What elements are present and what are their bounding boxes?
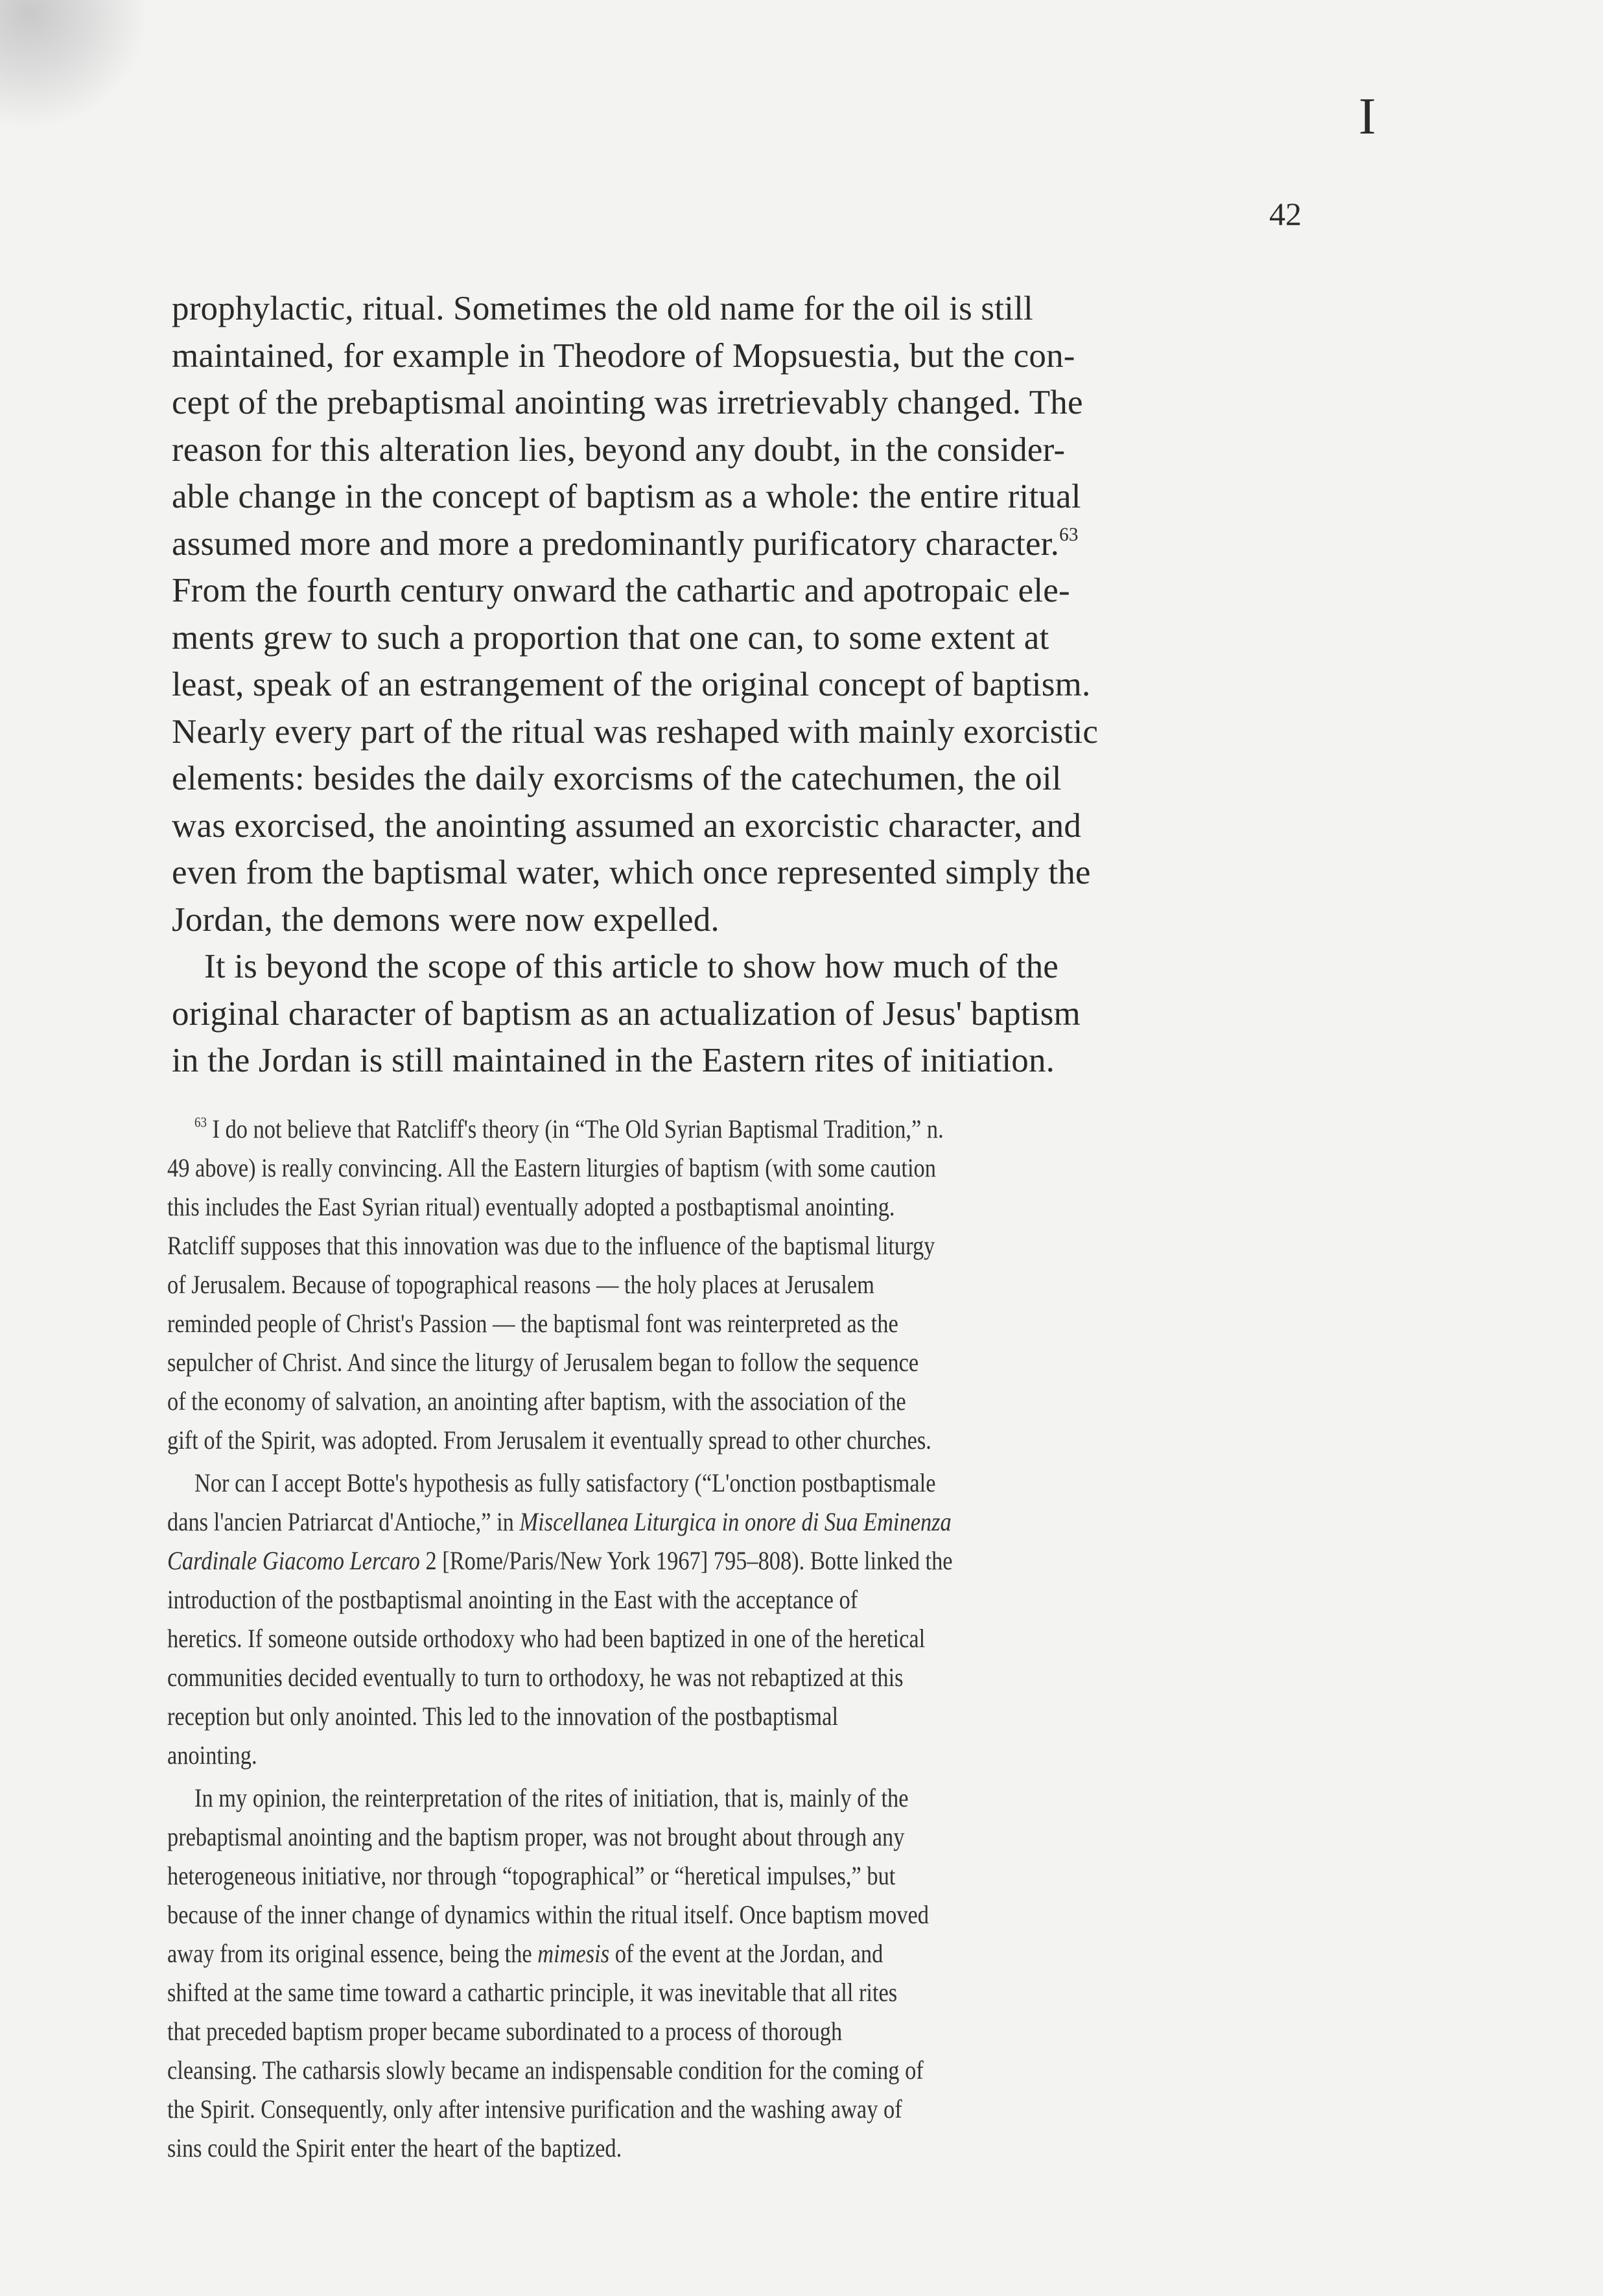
- text-run: sins could the Spirit enter the heart of the baptized.: [167, 2133, 622, 2162]
- footnote-line: [167, 2132, 622, 2164]
- footnote-line: [167, 1424, 931, 1457]
- footnote-line: [167, 2093, 902, 2126]
- text-run: away from its original essence, being the: [167, 1939, 538, 1968]
- footnote-line: [167, 1346, 919, 1379]
- text-run: Ratcliff supposes that this innovation was due to the influence of the baptismal liturgy: [167, 1231, 935, 1260]
- text-run: It is beyond the scope of this article to show how much of the: [204, 948, 1059, 985]
- footnote-line: [194, 1467, 935, 1499]
- footnote-line: [194, 1782, 909, 1814]
- body-line: [172, 289, 1033, 328]
- footnote-line: [167, 1230, 935, 1262]
- text-run: Nor can I accept Botte's hypothesis as fully satisfactory (“L'onction postbaptismale: [194, 1468, 936, 1497]
- page-number: 42: [1269, 196, 1302, 232]
- footnote-line: [167, 1938, 883, 1970]
- text-run: of the event at the Jordan, and: [609, 1939, 883, 1968]
- text-run: 49 above) is really convincing. All the Eastern liturgies of baptism (with some caution: [167, 1153, 936, 1182]
- footnote-reference: 63: [1059, 524, 1079, 545]
- text-run: shifted at the same time toward a cathartic principle, it was inevitable that all rites: [167, 1978, 898, 2007]
- italic-title: Cardinale Giacomo Lercaro: [167, 1546, 420, 1575]
- footnote-line: [167, 1700, 838, 1733]
- text-run: reception but only anointed. This led to the innovation of the postbaptismal: [167, 1702, 839, 1731]
- footnote-line: [167, 1661, 904, 1694]
- footnote-line: [167, 1506, 952, 1538]
- text-run: communities decided eventually to turn to orthodoxy, he was not rebaptized at this: [167, 1663, 904, 1692]
- text-run: cept of the prebaptismal anointing was irretrievably changed. The: [172, 384, 1083, 421]
- text-run: least, speak of an estrangement of the original concept of baptism.: [172, 666, 1091, 703]
- footnote-line: [167, 2015, 842, 2048]
- body-line: [172, 900, 720, 939]
- footnote-line: [167, 1899, 929, 1931]
- italic-title: mimesis: [537, 1939, 610, 1968]
- body-line: [172, 477, 1081, 516]
- text-run: that preceded baptism proper became subordinated to a process of thorough: [167, 2017, 843, 2046]
- text-run: was exorcised, the anointing assumed an exorcistic character, and: [172, 806, 1082, 845]
- footnote-line: [167, 1821, 904, 1853]
- text-run: prebaptismal anointing and the baptism proper, was not brought about through any: [167, 1822, 905, 1851]
- body-line: [172, 383, 1083, 422]
- chapter-marker: I: [1359, 88, 1376, 145]
- text-run: Jordan, the demons were now expelled.: [172, 900, 720, 939]
- footnote-line: [167, 1976, 897, 2009]
- footnote-line: [167, 1152, 936, 1184]
- body-line: [172, 994, 1081, 1033]
- footnote-line: [167, 1739, 257, 1772]
- footnote-reference: 63: [194, 1114, 207, 1130]
- body-line: [204, 947, 1059, 986]
- footnote-line: [167, 1269, 874, 1301]
- text-run: because of the inner change of dynamics within the ritual itself. Once baptism moved: [167, 1900, 929, 1929]
- text-run: this includes the East Syrian ritual) eventually adopted a postbaptismal anointing.: [167, 1192, 895, 1221]
- text-run: 2 [Rome/Paris/New York 1967] 795–808). Botte linked the: [419, 1546, 953, 1575]
- text-run: From the fourth century onward the cathartic and apotropaic ele-: [172, 572, 1070, 609]
- body-line: [172, 853, 1091, 892]
- footnote-line: [167, 1307, 898, 1340]
- footnote-line: [167, 1860, 895, 1892]
- text-run: even from the baptismal water, which once represented simply the: [172, 854, 1091, 891]
- text-run: In my opinion, the reinterpretation of the rites of initiation, that is, mainly of the: [194, 1783, 909, 1812]
- body-line: [172, 430, 1065, 469]
- text-run: heterogeneous initiative, nor through “topographical” or “heretical impulses,” but: [167, 1861, 896, 1890]
- scan-smudge: [0, 0, 149, 130]
- text-run: reminded people of Christ's Passion — the baptismal font was reinterpreted as the: [167, 1309, 898, 1338]
- text-run: ments grew to such a proportion that one can, to some extent at: [172, 618, 1049, 657]
- body-line: [172, 665, 1090, 704]
- text-run: reason for this alteration lies, beyond any doubt, in the consider-: [172, 430, 1066, 469]
- body-line: [172, 712, 1098, 751]
- text-run: gift of the Spirit, was adopted. From Jerusalem it eventually spread to other churches.: [167, 1425, 931, 1455]
- text-run: maintained, for example in Theodore of Mopsuestia, but the con-: [172, 336, 1075, 375]
- footnote-line: [167, 2054, 924, 2087]
- italic-title: Miscellanea Liturgica in onore di Sua Eminenza: [519, 1507, 952, 1536]
- text-run: sepulcher of Christ. And since the liturgy of Jerusalem began to follow the sequence: [167, 1348, 919, 1377]
- footnote-line: [167, 1545, 953, 1577]
- text-run: introduction of the postbaptismal anointing in the East with the acceptance of: [167, 1585, 858, 1614]
- text-run: Nearly every part of the ritual was reshaped with mainly exorcistic: [172, 712, 1099, 751]
- text-run: anointing.: [167, 1740, 257, 1770]
- footnote-line: [167, 1622, 925, 1655]
- text-run: of the economy of salvation, an anointing after baptism, with the association of the: [167, 1387, 906, 1416]
- footnote-line: [167, 1385, 906, 1418]
- text-run: I do not believe that Ratcliff's theory (in “The Old Syrian Baptismal Tradition,” n.: [206, 1114, 944, 1143]
- footnote-line: [194, 1113, 944, 1145]
- text-run: cleansing. The catharsis slowly became an indispensable condition for the coming of: [167, 2056, 924, 2085]
- text-run: the Spirit. Consequently, only after intensive purification and the washing away of: [167, 2094, 902, 2124]
- text-run: in the Jordan is still maintained in the Eastern rites of initiation.: [172, 1042, 1055, 1079]
- footnote-line: [167, 1584, 858, 1616]
- body-line: [172, 524, 1079, 563]
- text-run: prophylactic, ritual. Sometimes the old name for the oil is still: [172, 290, 1033, 327]
- body-line: [172, 806, 1081, 845]
- text-run: assumed more and more a predominantly purificatory character.: [172, 524, 1060, 563]
- text-run: elements: besides the daily exorcisms of the catechumen, the oil: [172, 760, 1062, 797]
- body-line: [172, 336, 1075, 375]
- body-line: [172, 571, 1070, 610]
- body-line: [172, 1041, 1055, 1080]
- text-run: able change in the concept of baptism as a whole: the entire ritual: [172, 478, 1081, 515]
- body-line: [172, 618, 1049, 657]
- text-run: heretics. If someone outside orthodoxy who had been baptized in one of the heretical: [167, 1624, 926, 1653]
- footnote-line: [167, 1191, 895, 1223]
- text-run: of Jerusalem. Because of topographical reasons — the holy places at Jerusalem: [167, 1270, 874, 1299]
- text-run: dans l'ancien Patriarcat d'Antioche,” in: [167, 1507, 520, 1536]
- body-line: [172, 759, 1062, 798]
- text-run: original character of baptism as an actualization of Jesus' baptism: [172, 994, 1081, 1033]
